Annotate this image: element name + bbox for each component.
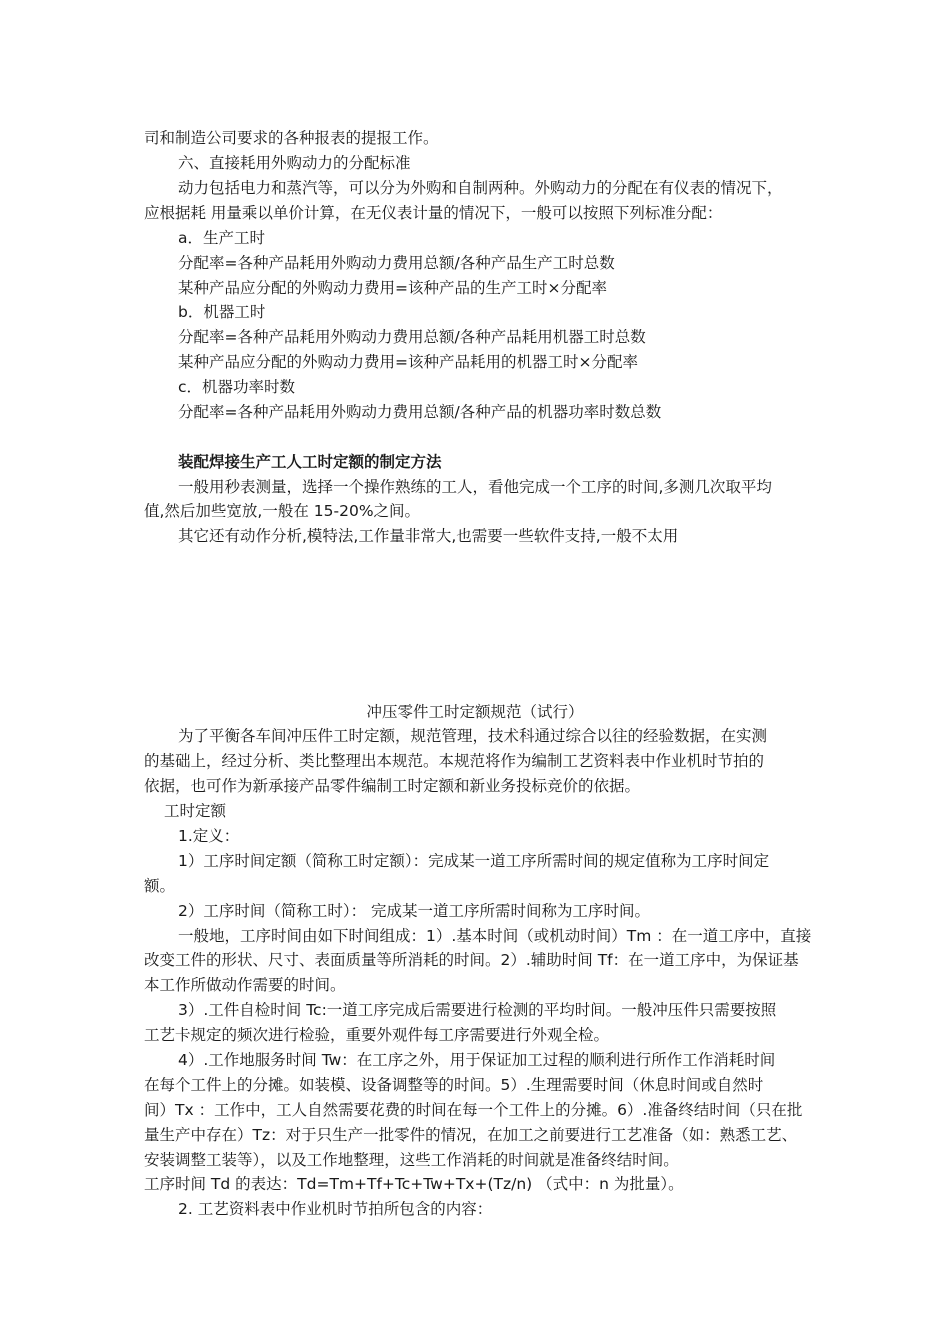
list-item: c．机器功率时数 [178,378,296,396]
formula-line: 工序时间 Td 的表达：Td=Tm+Tf+Tc+Tw+Tx+(Tz/n) （式中：n 为批量）。 [144,1175,684,1193]
formula-line: 某种产品应分配的外购动力费用=该种产品耗用的机器工时×分配率 [178,353,638,371]
document-title: 冲压零件工时定额规范（试行） [366,703,584,721]
formula-line: 分配率=各种产品耗用外购动力费用总额/各种产品生产工时总数 [178,254,615,272]
paragraph-line: 额。 [144,877,176,895]
list-item: b．机器工时 [178,303,266,321]
paragraph-line: 3）.工件自检时间 Tc:一道工序完成后需要进行检测的平均时间。一般冲压件只需要按照 [178,1001,777,1019]
formula-line: 某种产品应分配的外购动力费用=该种产品的生产工时×分配率 [178,279,607,297]
section-heading: 六、直接耗用外购动力的分配标准 [178,154,411,172]
section-heading: 装配焊接生产工人工时定额的制定方法 [178,453,442,471]
paragraph-line: 动力包括电力和蒸汽等，可以分为外购和自制两种。外购动力的分配在有仪表的情况下， [178,179,783,197]
section-heading: 工时定额 [164,802,227,820]
paragraph-line: 2）工序时间（简称工时）： 完成某一道工序所需时间称为工序时间。 [178,902,651,920]
paragraph-line: 为了平衡各车间冲压件工时定额，规范管理，技术科通过综合以往的经验数据，在实测 [178,727,768,745]
paragraph-line: 安装调整工装等），以及工作地整理，这些工作消耗的时间就是准备终结时间。 [144,1151,679,1169]
paragraph-line: 依据，也可作为新承接产品零件编制工时定额和新业务投标竞价的依据。 [144,777,641,795]
paragraph-line: 间）Tx ：工作中，工人自然需要花费的时间在每一个工件上的分摊。6）.准备终结时间（只在批 [144,1101,803,1119]
paragraph-line: 量生产中存在）Tz：对于只生产一批零件的情况，在加工之前要进行工艺准备（如：熟悉工艺、 [144,1126,798,1144]
paragraph-line: 在每个工件上的分摊。如装模、设备调整等的时间。5）.生理需要时间（休息时间或自然时 [144,1076,764,1094]
formula-line: 分配率=各种产品耗用外购动力费用总额/各种产品的机器功率时数总数 [178,403,662,421]
paragraph-line: 工艺卡规定的频次进行检验，重要外观件每工序需要进行外观全检。 [144,1026,610,1044]
paragraph-line: 1）工序时间定额（简称工时定额）：完成某一道工序所需时间的规定值称为工序时间定 [178,852,770,870]
formula-line: 分配率=各种产品耗用外购动力费用总额/各种产品耗用机器工时总数 [178,328,646,346]
paragraph-line: 值,然后加些宽放,一般在 15-20%之间。 [144,502,421,520]
paragraph-line: 的基础上，经过分析、类比整理出本规范。本规范将作为编制工艺资料表中作业机时节拍的 [144,752,765,770]
paragraph-line: 其它还有动作分析,模特法,工作量非常大,也需要一些软件支持,一般不太用 [178,527,679,545]
list-item: a．生产工时 [178,229,265,247]
paragraph-line: 本工作所做动作需要的时间。 [144,976,346,994]
paragraph-line: 改变工件的形状、尺寸、表面质量等所消耗的时间。2）.辅助时间 Tf：在一道工序中，为保证基 [144,951,799,969]
paragraph-line: 一般地，工序时间由如下时间组成：1）.基本时间（或机动时间）Tm ：在一道工序中，直接 [178,927,812,945]
paragraph-line: 一般用秒表测量，选择一个操作熟练的工人，看他完成一个工序的时间,多测几次取平均 [178,478,772,496]
paragraph-line: 4）.工作地服务时间 Tw：在工序之外，用于保证加工过程的顺利进行所作工作消耗时间 [178,1051,776,1069]
list-item: 2. 工艺资料表中作业机时节拍所包含的内容： [178,1200,493,1218]
paragraph-line: 应根据耗 用量乘以单价计算，在无仪表计量的情况下，一般可以按照下列标准分配： [144,204,723,222]
list-item: 1.定义： [178,827,240,845]
paragraph-line: 司和制造公司要求的各种报表的提报工作。 [144,129,439,147]
